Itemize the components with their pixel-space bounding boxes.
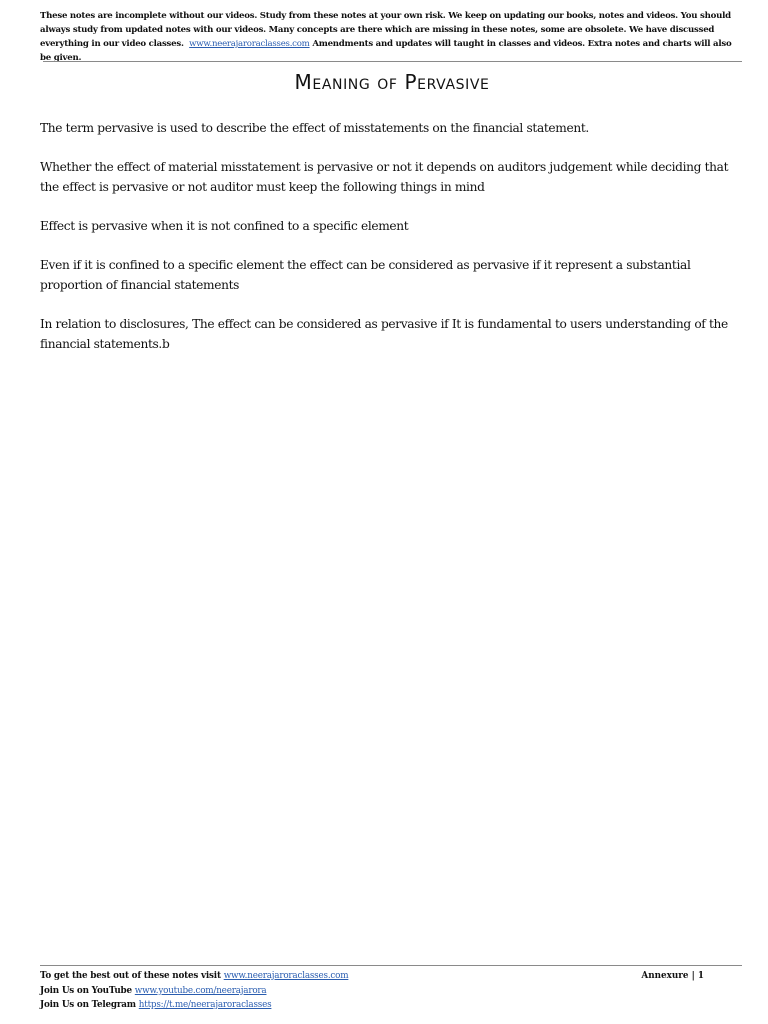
header-website-link[interactable]: www.neerajaroraclasses.com bbox=[189, 39, 310, 49]
paragraph-2: Whether the effect of material misstatement is pervasive or not it depends on auditors judgement while deciding that the effect is pervasive or not auditor must keep the following things in mind bbox=[40, 160, 729, 194]
footer-website-link[interactable]: www.neerajaroraclasses.com bbox=[223, 971, 349, 981]
paragraph-5: In relation to disclosures, The effect can be considered as pervasive if It is fundamental to users understanding of the financial statements.b bbox=[40, 317, 728, 351]
header-notice bbox=[40, 9, 744, 65]
page-number-block bbox=[600, 969, 704, 984]
footer-line-youtube bbox=[40, 984, 600, 999]
footer-telegram-link[interactable]: https://t.me/neerajaroraclasses bbox=[138, 1000, 272, 1010]
paragraph-3: Effect is pervasive when it is not confined to a specific element bbox=[40, 219, 409, 233]
paragraph-4: Even if it is confined to a specific element the effect can be considered as pervasive if it represent a substantial proportion of financial statements bbox=[40, 258, 691, 292]
document-body bbox=[40, 118, 748, 373]
header-notice-tail: Amendments and updates will taught in classes and videos. Extra notes and charts will also be given. bbox=[40, 39, 732, 63]
footer-line-website bbox=[40, 969, 600, 984]
header-divider bbox=[43, 61, 742, 62]
footer bbox=[40, 969, 600, 1013]
footer-divider bbox=[40, 965, 742, 966]
page-separator: | bbox=[691, 971, 695, 981]
paragraph-1: The term pervasive is used to describe the effect of misstatements on the financial statement. bbox=[40, 121, 589, 135]
footer-website-label: To get the best out of these notes visit bbox=[40, 971, 221, 981]
footer-line-telegram bbox=[40, 998, 600, 1013]
page-title: Meaning of Pervasive bbox=[294, 70, 490, 94]
page-number: 1 bbox=[697, 971, 704, 981]
footer-youtube-label: Join Us on YouTube bbox=[40, 985, 132, 996]
footer-youtube-link[interactable]: www.youtube.com/neerajarora bbox=[134, 985, 267, 996]
section-label: Annexure bbox=[641, 971, 689, 981]
header-notice-text: These notes are incomplete without our videos. Study from these notes at your own risk. We keep on updating our books, notes and videos. You should always study from updated notes with our videos. Many concepts are there which are missing in these notes, some are obsolete. We have discussed everything in our video classes. bbox=[40, 11, 731, 49]
footer-telegram-label: Join Us on Telegram bbox=[40, 1000, 136, 1010]
